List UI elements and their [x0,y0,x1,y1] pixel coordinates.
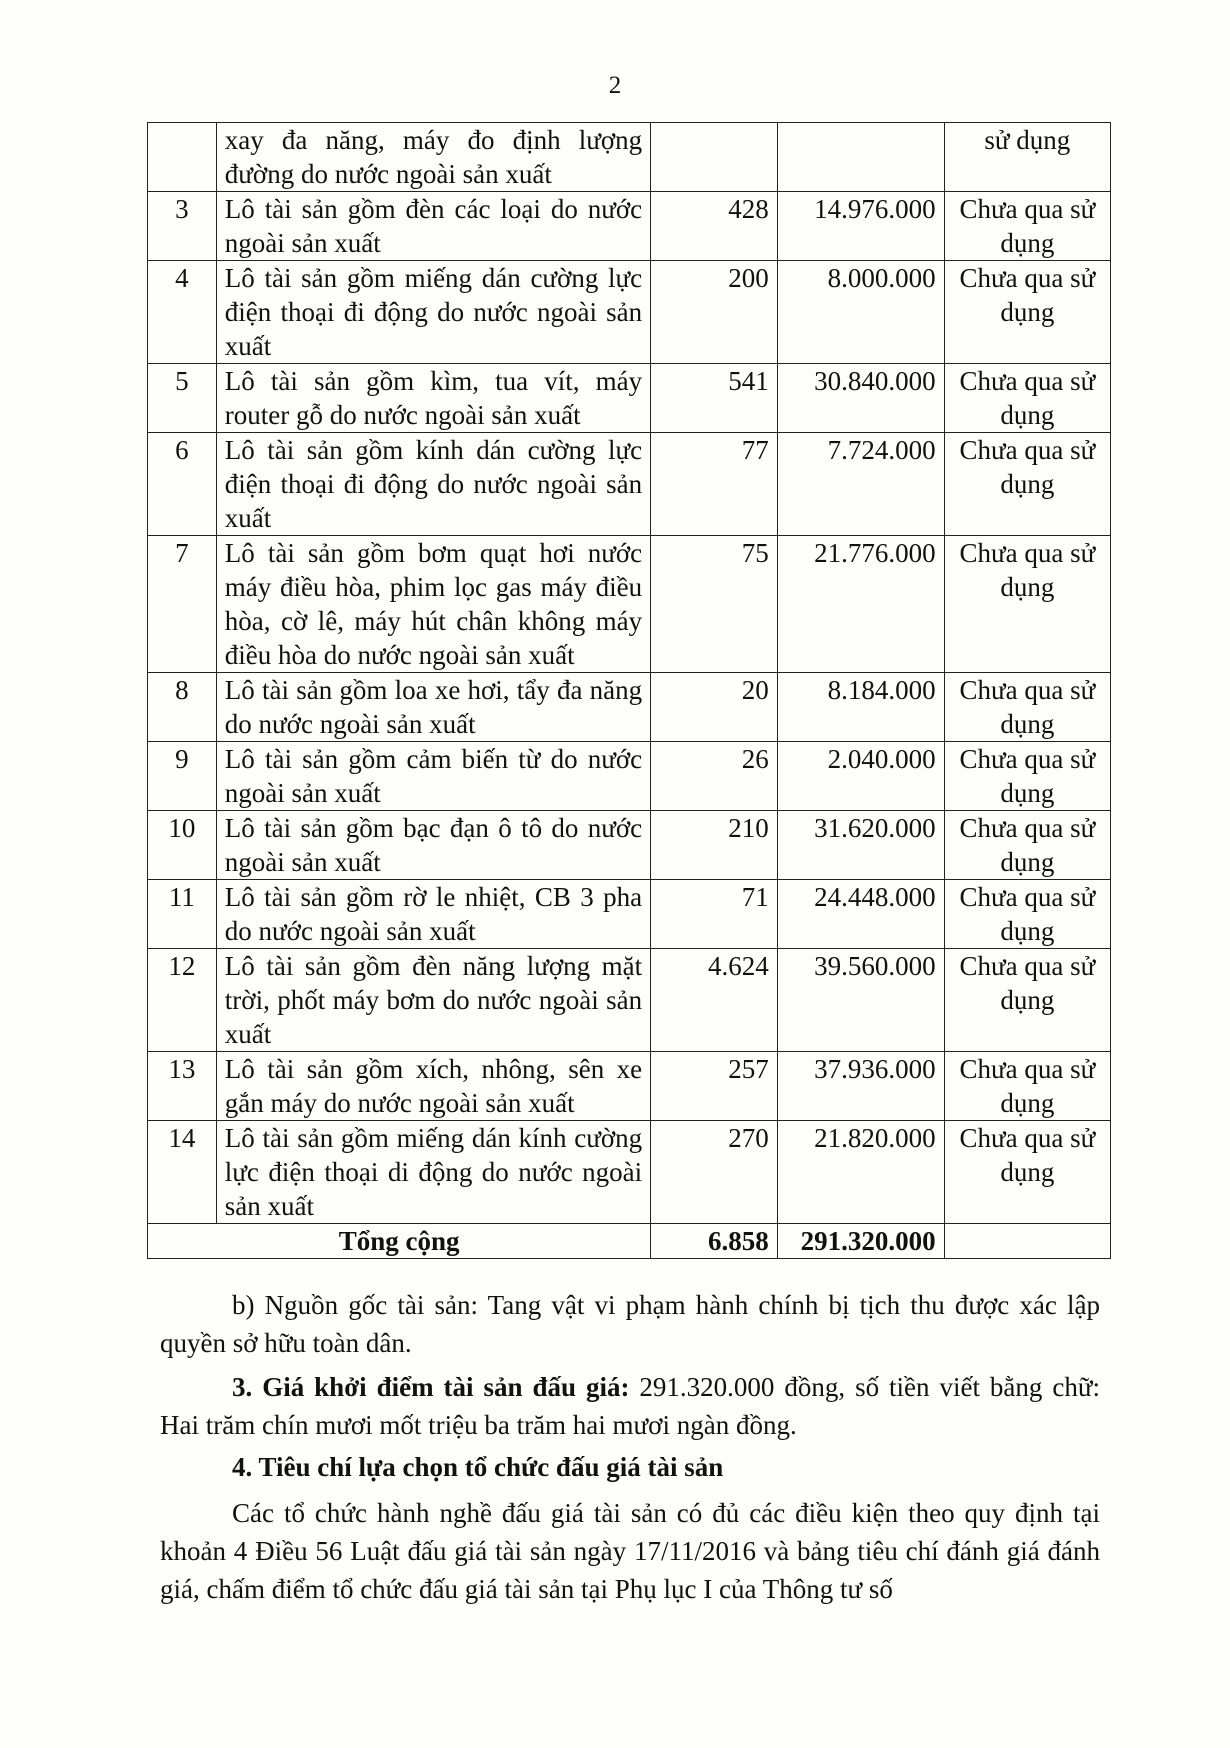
asset-note: Chưa qua sử dụng [944,880,1110,949]
starting-price-heading: 3. Giá khởi điểm tài sản đấu giá: [232,1372,630,1402]
table-row [148,364,1111,433]
asset-name: Lô tài sản gồm xích, nhông, sên xe gắn máy do nước ngoài sản xuất [216,1052,650,1121]
row-number: 5 [148,364,217,433]
total-note [944,1224,1110,1259]
asset-quantity: 200 [651,261,778,364]
asset-name: Lô tài sản gồm miếng dán kính cường lực điện thoại di động do nước ngoài sản xuất [216,1121,650,1224]
asset-quantity: 75 [651,536,778,673]
asset-quantity: 257 [651,1052,778,1121]
asset-value [777,123,944,192]
table-row [148,1121,1111,1224]
asset-value: 7.724.000 [777,433,944,536]
total-label: Tổng cộng [148,1224,651,1259]
row-number: 3 [148,192,217,261]
table-row [148,536,1111,673]
row-number: 7 [148,536,217,673]
table-row [148,880,1111,949]
asset-quantity: 71 [651,880,778,949]
criteria-heading-paragraph [160,1448,1100,1486]
asset-quantity: 77 [651,433,778,536]
asset-note: Chưa qua sử dụng [944,192,1110,261]
asset-name: Lô tài sản gồm miếng dán cường lực điện thoại đi động do nước ngoài sản xuất [216,261,650,364]
asset-name: xay đa năng, máy đo định lượng đường do nước ngoài sản xuất [216,123,650,192]
asset-name: Lô tài sản gồm cảm biến từ do nước ngoài sản xuất [216,742,650,811]
starting-price-text: 291.320.000 đồng, số tiền viết bằng chữ: Hai trăm chín mươi mốt triệu ba trăm hai mươi ngàn đồng. [160,1372,1100,1440]
asset-note: Chưa qua sử dụng [944,1052,1110,1121]
asset-value: 8.000.000 [777,261,944,364]
criteria-text: Các tổ chức hành nghề đấu giá tài sản có đủ các điều kiện theo quy định tại khoản 4 Điều 56 Luật đấu giá tài sản ngày 17/11/2016 và bảng tiêu chí đánh giá đánh giá, chấm điểm tổ chức đấu giá tài sản tại Phụ lục I của Thông tư số [160,1498,1100,1604]
asset-quantity: 541 [651,364,778,433]
asset-name: Lô tài sản gồm đèn năng lượng mặt trời, phốt máy bơm do nước ngoài sản xuất [216,949,650,1052]
asset-name: Lô tài sản gồm bạc đạn ô tô do nước ngoài sản xuất [216,811,650,880]
asset-note: Chưa qua sử dụng [944,1121,1110,1224]
asset-name: Lô tài sản gồm kính dán cường lực điện thoại đi động do nước ngoài sản xuất [216,433,650,536]
row-number: 11 [148,880,217,949]
row-number: 8 [148,673,217,742]
table-row [148,811,1111,880]
asset-name: Lô tài sản gồm loa xe hơi, tẩy đa năng do nước ngoài sản xuất [216,673,650,742]
table-row [148,192,1111,261]
total-value: 291.320.000 [777,1224,944,1259]
asset-note: Chưa qua sử dụng [944,433,1110,536]
starting-price-paragraph [160,1368,1100,1444]
asset-quantity: 270 [651,1121,778,1224]
total-row [148,1224,1111,1259]
asset-name: Lô tài sản gồm bơm quạt hơi nước máy điều hòa, phim lọc gas máy điều hòa, cờ lê, máy hút chân không máy điều hòa do nước ngoài sản xuất [216,536,650,673]
asset-quantity: 4.624 [651,949,778,1052]
asset-table [147,122,1111,1259]
asset-quantity [651,123,778,192]
table-row [148,949,1111,1052]
row-number: 13 [148,1052,217,1121]
asset-value: 37.936.000 [777,1052,944,1121]
asset-note: Chưa qua sử dụng [944,949,1110,1052]
asset-value: 21.776.000 [777,536,944,673]
row-number: 9 [148,742,217,811]
table-row [148,742,1111,811]
asset-note: Chưa qua sử dụng [944,673,1110,742]
asset-quantity: 20 [651,673,778,742]
criteria-heading: 4. Tiêu chí lựa chọn tổ chức đấu giá tài sản [232,1452,724,1482]
asset-value: 2.040.000 [777,742,944,811]
table-row [148,433,1111,536]
asset-note: Chưa qua sử dụng [944,536,1110,673]
asset-note: Chưa qua sử dụng [944,811,1110,880]
asset-quantity: 26 [651,742,778,811]
asset-name: Lô tài sản gồm rờ le nhiệt, CB 3 pha do nước ngoài sản xuất [216,880,650,949]
table-row [148,673,1111,742]
table-row [148,1052,1111,1121]
total-quantity: 6.858 [651,1224,778,1259]
table-row [148,123,1111,192]
row-number [148,123,217,192]
asset-value: 31.620.000 [777,811,944,880]
asset-value: 14.976.000 [777,192,944,261]
criteria-paragraph [160,1494,1100,1608]
asset-origin-paragraph [160,1286,1100,1362]
asset-value: 30.840.000 [777,364,944,433]
asset-note: Chưa qua sử dụng [944,742,1110,811]
asset-origin-text: b) Nguồn gốc tài sản: Tang vật vi phạm hành chính bị tịch thu được xác lập quyền sở hữu toàn dân. [160,1290,1100,1358]
asset-note: Chưa qua sử dụng [944,261,1110,364]
asset-value: 8.184.000 [777,673,944,742]
asset-note: Chưa qua sử dụng [944,364,1110,433]
row-number: 4 [148,261,217,364]
asset-value: 21.820.000 [777,1121,944,1224]
row-number: 14 [148,1121,217,1224]
asset-name: Lô tài sản gồm đèn các loại do nước ngoài sản xuất [216,192,650,261]
row-number: 12 [148,949,217,1052]
asset-quantity: 428 [651,192,778,261]
page-number: 2 [608,72,622,99]
row-number: 6 [148,433,217,536]
table-row [148,261,1111,364]
asset-note: sử dụng [944,123,1110,192]
asset-value: 24.448.000 [777,880,944,949]
asset-quantity: 210 [651,811,778,880]
row-number: 10 [148,811,217,880]
asset-value: 39.560.000 [777,949,944,1052]
asset-name: Lô tài sản gồm kìm, tua vít, máy router gỗ do nước ngoài sản xuất [216,364,650,433]
